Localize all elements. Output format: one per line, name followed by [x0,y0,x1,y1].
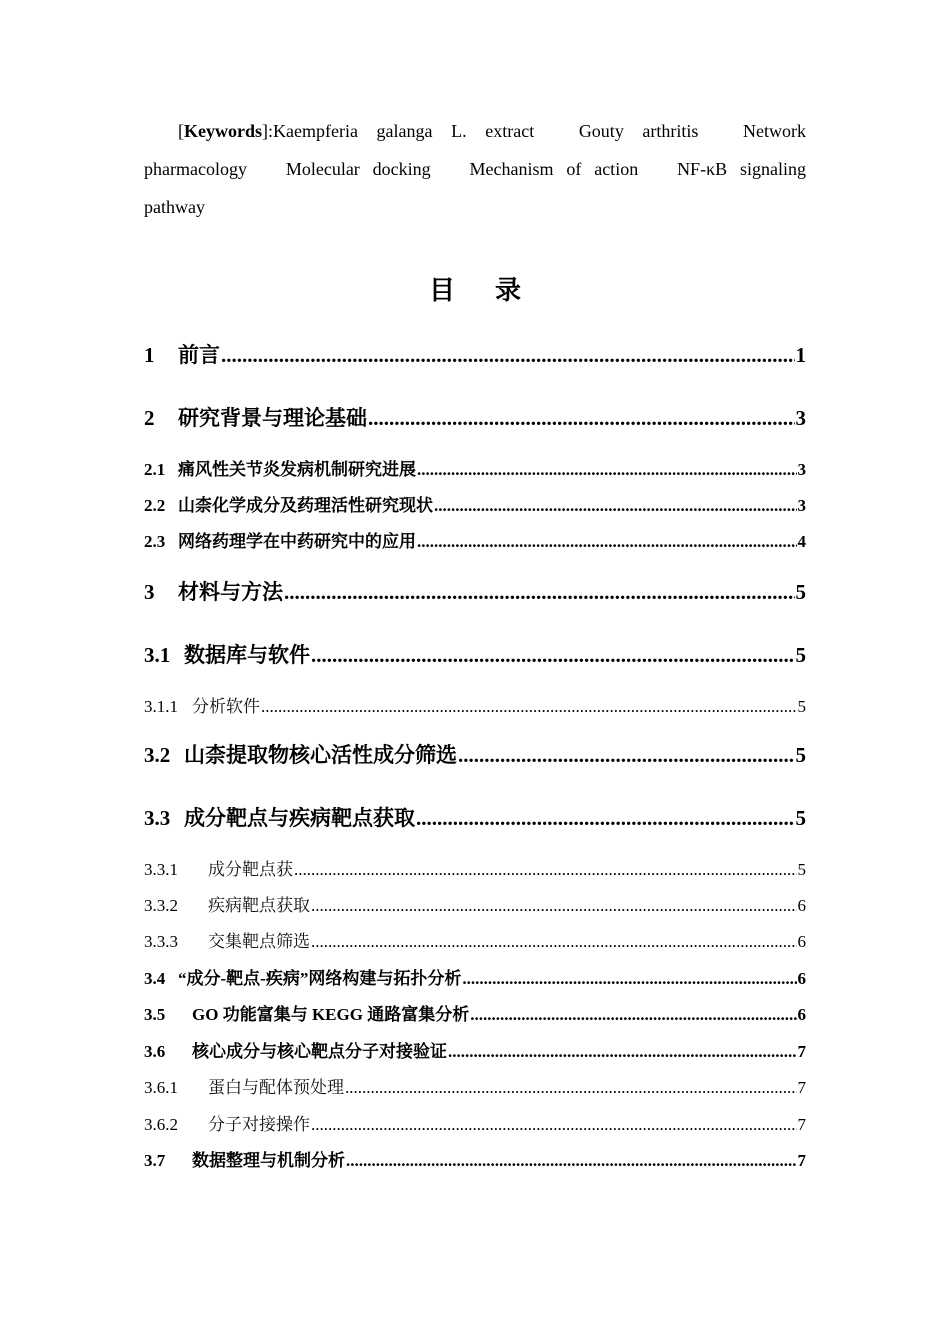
toc-entry-number: 3.4 [144,969,166,988]
toc-leader [221,343,795,368]
toc-entry[interactable] [144,527,806,551]
toc-entry-label: 交集靶点筛选 [208,932,310,951]
keyword-term: Gouty arthritis [578,121,699,141]
toc-entry-page: 7 [797,1151,806,1170]
toc-entry-number: 2.2 [144,496,166,515]
toc-entry-page: 5 [795,743,806,767]
toc-entry-label: 前言 [178,343,220,367]
toc-entry-label: 分析软件 [192,697,260,716]
toc-entry-label: 数据整理与机制分析 [192,1151,345,1170]
toc-entry-page: 3 [797,460,806,479]
toc-leader [368,406,795,431]
toc-entry-label: GO 功能富集与 KEGG 通路富集分析 [192,1005,470,1024]
toc-entry-page: 1 [795,343,806,367]
toc-entry-page: 5 [795,806,806,830]
toc-entry-page: 4 [797,532,806,551]
toc-entry-label: 山柰提取物核心活性成分筛选 [184,743,457,767]
keyword-term: Mechanism of action [469,159,639,179]
toc-entry-page: 6 [797,1005,806,1024]
toc-entry[interactable] [144,455,806,479]
toc-entry-label: 山柰化学成分及药理活性研究现状 [178,496,433,515]
keywords-label: [Keywords]: [178,121,273,141]
toc-entry[interactable] [144,855,806,879]
toc-entry-label: 数据库与软件 [184,643,310,667]
toc-entry-label: 分子对接操作 [208,1115,310,1134]
toc-entry-number: 2 [144,406,155,430]
toc-entry-label: 蛋白与配体预处理 [208,1078,344,1097]
keywords-paragraph [144,112,806,226]
toc-entry[interactable] [144,964,806,988]
keyword-term: Network pharmacology [144,121,806,179]
toc-entry-number: 3.1.1 [144,697,178,716]
toc-leader [434,496,797,515]
toc-entry[interactable] [144,1110,806,1134]
toc-entry-number: 3.1 [144,643,171,667]
toc-entry[interactable] [144,491,806,515]
toc-entry-label: 网络药理学在中药研究中的应用 [178,532,416,551]
toc-entry[interactable] [144,739,806,769]
toc-entry-page: 6 [797,896,806,915]
toc-entry[interactable] [144,639,806,669]
toc-leader [345,1078,797,1097]
toc-leader [311,932,797,951]
toc-leader [448,1042,797,1061]
toc-leader [294,860,797,879]
toc-entry[interactable] [144,1000,806,1024]
toc-entry-number: 3.6.2 [144,1115,178,1134]
toc-entry-number: 3.2 [144,743,171,767]
toc-entry-number: 2.3 [144,532,166,551]
toc-entry-label: “成分-靶点-疾病”网络构建与拓扑分析 [178,969,462,988]
toc-leader [311,643,795,668]
toc-entry[interactable] [144,1073,806,1097]
toc-entry-number: 1 [144,343,155,367]
toc-entry-label: 成分靶点与疾病靶点获取 [184,806,415,830]
toc-entry-number: 3.3 [144,806,171,830]
toc-entry-number: 3.7 [144,1151,166,1170]
toc-entry[interactable] [144,1146,806,1170]
toc-leader [458,743,795,768]
toc-entry[interactable] [144,339,806,369]
toc-entry-number: 3.3.2 [144,896,178,915]
toc-entry[interactable] [144,1037,806,1061]
toc-entry-page: 5 [795,580,806,604]
toc-entry-number: 3 [144,580,155,604]
toc-entry-number: 3.6.1 [144,1078,178,1097]
toc-leader [470,1005,796,1024]
toc-leader [417,532,797,551]
toc-entry-number: 3.5 [144,1005,166,1024]
toc-entry-page: 5 [795,643,806,667]
toc-entry-page: 5 [797,697,806,716]
keyword-term: Kaempferia galanga L. extract [273,121,535,141]
toc-entry[interactable] [144,692,806,716]
toc-entry[interactable] [144,891,806,915]
toc-leader [346,1151,797,1170]
toc-entry-page: 7 [797,1042,806,1061]
toc-title: 目录 [428,276,561,306]
toc-leader [311,896,797,915]
toc-leader [416,806,795,831]
toc-entry-page: 3 [795,406,806,430]
toc-entry-label: 核心成分与核心靶点分子对接验证 [192,1042,447,1061]
toc-entry-page: 6 [797,932,806,951]
toc-leader [311,1115,797,1134]
toc-entry-label: 研究背景与理论基础 [178,406,367,430]
toc-entry-label: 痛风性关节炎发病机制研究进展 [178,460,416,479]
toc-entry-page: 6 [797,969,806,988]
toc-entry-number: 3.3.1 [144,860,178,879]
toc-entry-label: 疾病靶点获取 [208,896,310,915]
toc-entry-page: 7 [797,1115,806,1134]
toc-leader [261,697,797,716]
toc-entry-page: 5 [797,860,806,879]
keyword-term: NF-κB signaling pathway [144,159,806,217]
toc-entry[interactable] [144,576,806,606]
toc-entry[interactable] [144,802,806,832]
toc-leader [284,580,795,605]
toc-entry-page: 7 [797,1078,806,1097]
keyword-term: Molecular docking [285,159,431,179]
toc-leader [462,969,796,988]
toc-entry[interactable] [144,402,806,432]
toc-entry-number: 2.1 [144,460,166,479]
toc-entry-label: 材料与方法 [178,580,283,604]
toc-entry-page: 3 [797,496,806,515]
toc-entry-number: 3.6 [144,1042,166,1061]
toc-entry-label: 成分靶点获 [208,860,293,879]
toc-leader [417,460,797,479]
toc-entry-number: 3.3.3 [144,932,178,951]
toc-entry[interactable] [144,927,806,951]
